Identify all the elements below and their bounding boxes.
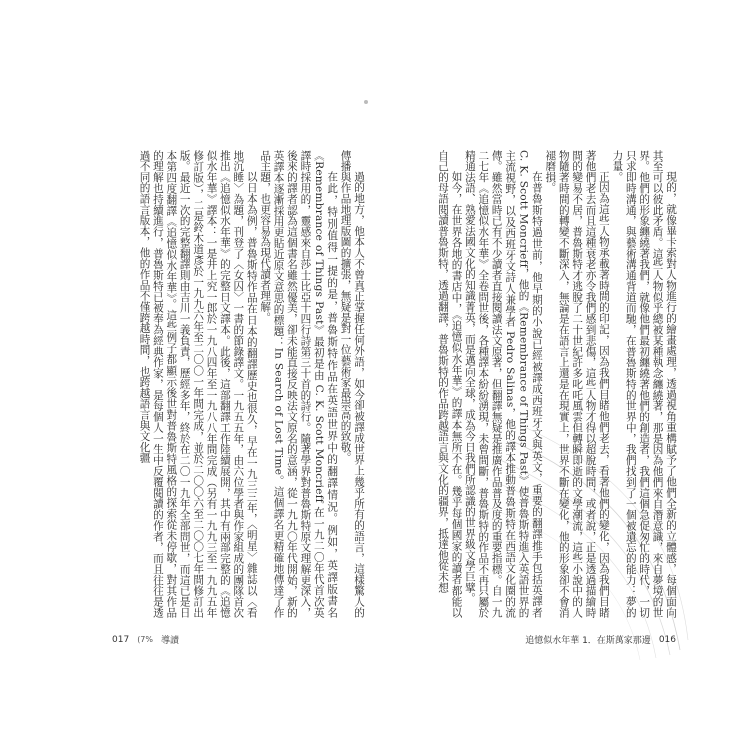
paragraph: 在普魯斯特過世前，他早期的小說已經被譯成西班牙文與英文，重要的翻譯推手包括英譯者 C. K. Scott Moncrieff，他的《Remembrance of Things Past》使普魯斯特進入英語世界的主流視野，以及西班牙文詩人兼學者 Pedro Salinas，他的譯本推動普魯斯特在西語文化圈的流傳。雖然當時已有不少讀者直接閱讀法文原著，但翻譯無疑是推廣作品普及度的重要指標。自一九二七年《追憶似水年華》全卷問世後，各種譯本紛紛湧現，未曾間斷，普魯斯特的作品不再只屬於精通法語、熟愛法國文化的知識菁英，而是邁向全球，成為今日我們所認識的世界級文學巨擘。 bbox=[463, 150, 543, 618]
left-footer bbox=[112, 633, 179, 646]
paragraph: 過的地方，他本人不曾真正掌握任何外語，如今卻被譯成世界上幾乎所有的語言，這樣驚人的傳播與作品地理版圖的擴張，無疑是對一位藝術家最崇高的致敬。 bbox=[339, 150, 365, 618]
right-page bbox=[433, 150, 677, 620]
section-title: 導讀 bbox=[161, 636, 180, 646]
paragraph: 如今，在世界各地的書店中，《追憶似水年華》的譯本無所不在。幾乎每個國家的讀者都能以自己的母語閱讀普魯斯特，透過翻譯，普魯斯特的作品跨越語言與文化的疆界，抵達他從未想 bbox=[437, 150, 463, 618]
footer-mark: (7% bbox=[137, 635, 153, 644]
paragraph: 以日本為例，普魯斯特作品在日本的翻譯歷史也很久，早在一九三三年，〈明星〉雜誌以〈看地沉睡〉為題，刊登了〈女囚〉一書的節錄譯文。一九五五年，由六位學者與作家組成的團隊首次推出《追憶似水年華》的完整日文譯本。此後，這部翻譯工作陸續展開，其中有兩部完整的《追憶似水年華》譯本：一是井上究一郎於一九八四年至一九八八年間完成（另有一九九三至一九九五年修訂版），二是鈴木道彥於一九九六年至二〇〇一年間完成，並於二〇〇六至二〇〇七年間修訂出版。最近一次的完整翻譯則由吉川一義負責，歷經多年，終於在二〇一九年全部問世，而這已是日本第四度翻譯《追憶似水年華》。這些例子都顯示後世對普魯斯特風格的探索從未停歇，對其作品的理解也持續進行，普魯斯特已被奉為經典作家，是每個人一生中反覆閱讀的作者，而且往往是透過不同的語言版本，他的作品不僅跨越時間，也跨越語言與文化疆 bbox=[138, 150, 258, 618]
left-page bbox=[111, 150, 365, 620]
page-number: 016 bbox=[658, 634, 676, 645]
left-page-text bbox=[111, 150, 365, 618]
right-footer bbox=[525, 633, 676, 646]
gutter-mark bbox=[364, 100, 368, 104]
page-number: 017 bbox=[112, 634, 130, 645]
running-title: 追憶似水年華 1．在斯萬家那邊 bbox=[525, 636, 651, 646]
paragraph: 在此，特別值得一提的是，普魯斯特作品在英語世界中的翻譯情況。例如，英譯版書名《Remembrance of Things Past》最初是由 C. K. Scott Moncrieff 在一九二〇年代首次英譯時採用的，靈感來自莎士比亞十四行詩第三十首的詩行。隨著學界對普魯斯特原文理解更深入，後來的譯者認為這個書名雖然優美，卻未能直接反映法文原名的意涵，從一九九〇年代開始，新的英譯本逐漸採用更貼近原文意思的標題：In Search of Lost Time。這個譯名更精確地傳達了作品主題，也更容易為現代讀者理解。 bbox=[259, 150, 339, 618]
paragraph: 現的，就像畢卡索對人物進行的繪畫處理，透過視角重構賦予了他們全新的立體感，每個面向其至可以彼此矛盾。這些人物似乎總被某種執念纏繞著，那是因為他們來自潛意識，來自夢境的世界。他們的形象纏繞著我們，就像他們最初纏繞著他們的創造者，我們這個急促匆忙的時代，一切只求即時溝通，與藝術溝通背道而馳，在普魯斯特的世界中，我們找到了一個被遺忘的能力：夢的力量。 bbox=[611, 150, 677, 618]
right-page-text bbox=[433, 150, 677, 618]
paragraph: 正因為這些人物承載著時間的印記，因為我們目睹他們老去，看著他們的變化，因為我們目睹著他們老去而且這種衰老亦令我們感到悲傷，這些人物才得以超脫時間，或者說，正是透過描繪時間的變易不居，普魯斯特才逃脫了二十世紀許多叱吒風雲但轉瞬即逝的文學潮流，這些小說中的人物隨著時間的轉變不斷深入，無論是在語言上還是在現實上，世界不斷在變化，他的形象卻不會消褪磨損。 bbox=[544, 150, 610, 618]
